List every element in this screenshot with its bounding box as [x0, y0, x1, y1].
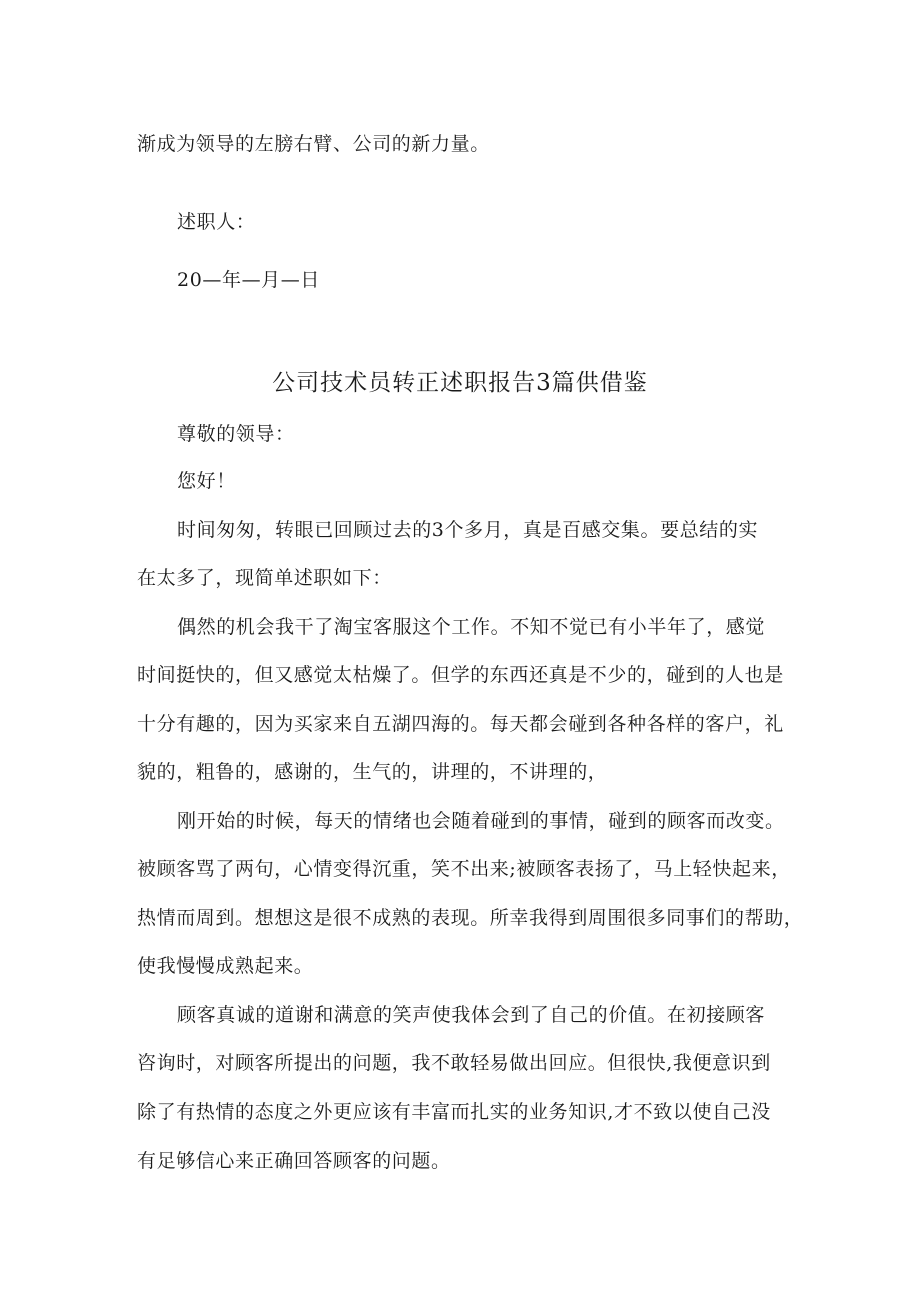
- paragraph-line: 时间匆匆，转眼已回顾过去的3个多月，真是百感交集。要总结的实: [177, 519, 759, 541]
- paragraph-line: 偶然的机会我干了淘宝客服这个工作。不知不觉已有小半年了，感觉: [177, 616, 766, 638]
- paragraph-line: 有足够信心来正确回答顾客的问题。: [137, 1150, 451, 1172]
- paragraph-line: 被顾客骂了两句，心情变得沉重，笑不出来;被顾客表扬了，马上轻快起来，: [137, 858, 791, 880]
- paragraph-line: 热情而周到。想想这是很不成熟的表现。所幸我得到周围很多同事们的帮助，: [137, 907, 804, 929]
- article-title: 公司技术员转正述职报告3篇供借鉴: [272, 370, 648, 396]
- greeting: 您好！: [177, 470, 236, 492]
- paragraph-line: 在太多了，现简单述职如下：: [137, 567, 392, 589]
- closing-line: 渐成为领导的左膀右臂、公司的新力量。: [137, 133, 490, 155]
- signer-label: 述职人：: [177, 211, 256, 233]
- paragraph-line: 咨询时，对顾客所提出的问题，我不敢轻易做出回应。但很快,我便意识到: [137, 1052, 771, 1074]
- paragraph-line: 除了有热情的态度之外更应该有丰富而扎实的业务知识,才不致以使自己没: [137, 1101, 771, 1123]
- paragraph-line: 十分有趣的，因为买家来自五湖四海的。每天都会碰到各种各样的客户，礼: [137, 713, 784, 735]
- paragraph-line: 使我慢慢成熟起来。: [137, 955, 314, 977]
- paragraph-line: 顾客真诚的道谢和满意的笑声使我体会到了自己的价值。在初接顾客: [177, 1004, 766, 1026]
- date-line: 20—年—月—日: [177, 269, 320, 291]
- paragraph-line: 刚开始的时候，每天的情绪也会随着碰到的事情，碰到的顾客而改变。: [177, 810, 785, 832]
- salutation: 尊敬的领导：: [177, 423, 295, 445]
- paragraph-line: 貌的，粗鲁的，感谢的，生气的，讲理的，不讲理的，: [137, 761, 608, 783]
- paragraph-line: 时间挺快的，但又感觉太枯燥了。但学的东西还真是不少的，碰到的人也是: [137, 664, 784, 686]
